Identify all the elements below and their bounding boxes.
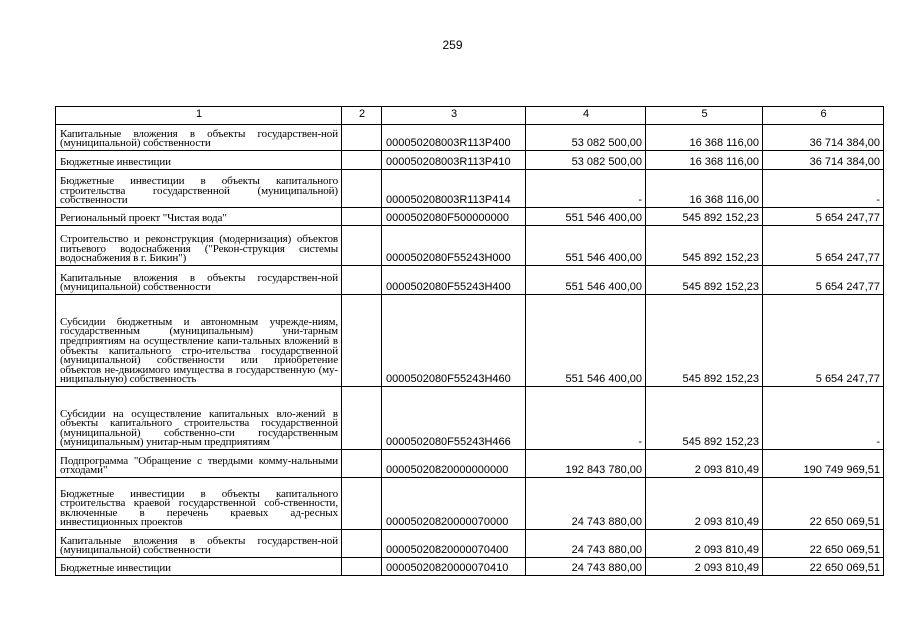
row-value-4: 551 546 400,00	[526, 208, 646, 226]
row-value-6: 22 650 069,51	[763, 530, 884, 558]
row-value-6: 5 654 247,77	[763, 208, 884, 226]
row-value-6: 36 714 384,00	[763, 151, 884, 170]
row-name: Подпрограмма "Обращение с твердыми комму-нальными отходами"	[56, 450, 342, 478]
table-row	[56, 387, 884, 450]
table-row	[56, 125, 884, 151]
column-header: 5	[646, 107, 763, 125]
column-header: 6	[763, 107, 884, 125]
page-number: 259	[442, 38, 463, 52]
table-row	[56, 266, 884, 295]
row-value-5: 16 368 116,00	[646, 170, 763, 208]
row-col2	[342, 208, 382, 226]
row-col2	[342, 450, 382, 478]
table-row	[56, 226, 884, 266]
row-name: Бюджетные инвестиции	[56, 558, 342, 576]
row-value-5: 545 892 152,23	[646, 387, 763, 450]
row-value-5: 2 093 810,49	[646, 478, 763, 530]
row-name: Бюджетные инвестиции	[56, 151, 342, 170]
row-code: 000050208003R113P400	[382, 125, 526, 151]
row-value-5: 16 368 116,00	[646, 151, 763, 170]
row-col2	[342, 478, 382, 530]
row-code: 00005020820000070410	[382, 558, 526, 576]
row-code: 0000502080F55243H466	[382, 387, 526, 450]
row-value-6: -	[763, 170, 884, 208]
row-code: 0000502080F55243H400	[382, 266, 526, 295]
row-name: Субсидии на осуществление капитальных вло-жений в объекты капитального строительства государственной (муниципальной) собственно-сти государственным (муниципальным) унитар-ным предприятиям	[56, 387, 342, 450]
row-col2	[342, 295, 382, 387]
row-col2	[342, 125, 382, 151]
row-col2	[342, 387, 382, 450]
row-value-5: 2 093 810,49	[646, 450, 763, 478]
row-code: 00005020820000070400	[382, 530, 526, 558]
row-value-6: 22 650 069,51	[763, 478, 884, 530]
row-col2	[342, 530, 382, 558]
table-row	[56, 208, 884, 226]
row-value-6: 190 749 969,51	[763, 450, 884, 478]
row-code: 0000502080F55243H460	[382, 295, 526, 387]
row-value-6: 5 654 247,77	[763, 266, 884, 295]
header-row	[56, 107, 884, 125]
row-col2	[342, 170, 382, 208]
row-name: Субсидии бюджетным и автономным учрежде-ниям, государственным (муниципальным) уни-тарным предприятиям на осуществление капи-тальных вложений в объекты капитального стро-ительства государственной (муниципальной) собственности или приобретение объектов не-движимого имущества в государственную (му-ниципальную) собственность	[56, 295, 342, 387]
row-value-4: 551 546 400,00	[526, 295, 646, 387]
row-value-5: 545 892 152,23	[646, 266, 763, 295]
row-value-6: 22 650 069,51	[763, 558, 884, 576]
row-value-4: 551 546 400,00	[526, 266, 646, 295]
column-header: 1	[56, 107, 342, 125]
row-value-4: 24 743 880,00	[526, 478, 646, 530]
row-col2	[342, 226, 382, 266]
table-row	[56, 151, 884, 170]
row-name: Региональный проект "Чистая вода"	[56, 208, 342, 226]
column-header: 4	[526, 107, 646, 125]
table-row	[56, 295, 884, 387]
row-name: Бюджетные инвестиции в объекты капитального строительства краевой государственной соб-ственности, включенные в перечень краевых ад-ресных инвестиционных проектов	[56, 478, 342, 530]
row-code: 00005020820000070000	[382, 478, 526, 530]
table-row	[56, 450, 884, 478]
row-name: Капитальные вложения в объекты государствен-ной (муниципальной) собственности	[56, 530, 342, 558]
row-col2	[342, 558, 382, 576]
row-value-5: 545 892 152,23	[646, 208, 763, 226]
row-name: Капитальные вложения в объекты государствен-ной (муниципальной) собственности	[56, 266, 342, 295]
row-value-5: 545 892 152,23	[646, 295, 763, 387]
column-header: 3	[382, 107, 526, 125]
row-value-4: 24 743 880,00	[526, 530, 646, 558]
row-name: Бюджетные инвестиции в объекты капитального строительства государственной (муниципальной) собственности	[56, 170, 342, 208]
table-row	[56, 478, 884, 530]
row-value-6: -	[763, 387, 884, 450]
row-value-6: 36 714 384,00	[763, 125, 884, 151]
row-value-5: 16 368 116,00	[646, 125, 763, 151]
row-value-4: -	[526, 170, 646, 208]
column-header: 2	[342, 107, 382, 125]
row-col2	[342, 151, 382, 170]
row-value-4: 24 743 880,00	[526, 558, 646, 576]
row-value-5: 545 892 152,23	[646, 226, 763, 266]
row-value-4: 53 082 500,00	[526, 151, 646, 170]
row-code: 0000502080F55243H000	[382, 226, 526, 266]
row-name: Строительство и реконструкция (модернизация) объектов питьевого водоснабжения ("Рекон-струкция системы водоснабжения в г. Бикин")	[56, 226, 342, 266]
row-value-5: 2 093 810,49	[646, 558, 763, 576]
row-code: 00005020820000000000	[382, 450, 526, 478]
row-value-6: 5 654 247,77	[763, 226, 884, 266]
row-value-4: 53 082 500,00	[526, 125, 646, 151]
row-code: 0000502080F500000000	[382, 208, 526, 226]
row-col2	[342, 266, 382, 295]
row-name: Капитальные вложения в объекты государствен-ной (муниципальной) собственности	[56, 125, 342, 151]
row-value-5: 2 093 810,49	[646, 530, 763, 558]
row-value-6: 5 654 247,77	[763, 295, 884, 387]
row-code: 000050208003R113P414	[382, 170, 526, 208]
row-value-4: -	[526, 387, 646, 450]
row-value-4: 551 546 400,00	[526, 226, 646, 266]
budget-table	[55, 106, 884, 576]
table-row	[56, 170, 884, 208]
table-row	[56, 530, 884, 558]
table-row	[56, 558, 884, 576]
row-value-4: 192 843 780,00	[526, 450, 646, 478]
row-code: 000050208003R113P410	[382, 151, 526, 170]
